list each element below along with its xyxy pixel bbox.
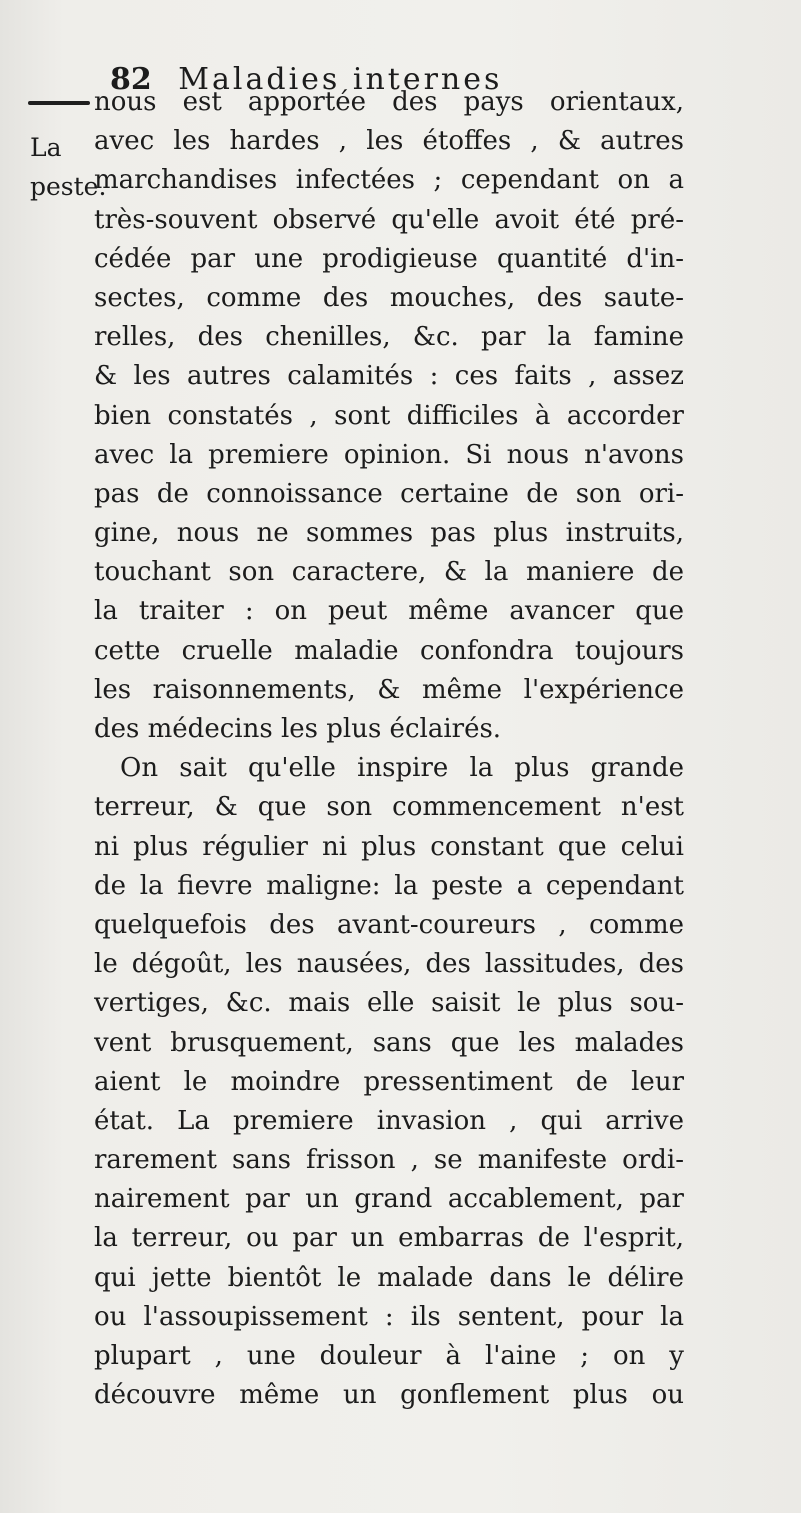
margin-rule: [28, 101, 90, 105]
text-line: sectes, comme des mouches, des saute-: [94, 282, 684, 313]
text-line: gine, nous ne sommes pas plus instruits,: [94, 518, 684, 549]
text-line: cette cruelle maladie confondra toujours: [94, 635, 684, 666]
text-line: marchandises infectées ; cependant on a: [94, 165, 684, 196]
margin-note: [30, 128, 107, 206]
text-line: les raisonnements, & même l'expérience: [94, 674, 684, 705]
text-line: très-souvent observé qu'elle avoit été pré-: [94, 204, 684, 235]
text-line: ni plus régulier ni plus constant que celui: [94, 831, 684, 862]
text-line: état. La premiere invasion , qui arrive: [94, 1105, 684, 1136]
text-line: vertiges, &c. mais elle saisit le plus sou-: [94, 988, 684, 1019]
text-line: relles, des chenilles, &c. par la famine: [94, 322, 684, 353]
text-line: le dégoût, les nausées, des lassitudes, des: [94, 949, 684, 980]
text-line: rarement sans frisson , se manifeste ordi-: [94, 1145, 684, 1176]
running-title: Maladies internes: [178, 62, 503, 97]
text-line: & les autres calamités : ces faits , assez: [94, 361, 684, 392]
text-line: nairement par un grand accablement, par: [94, 1184, 684, 1215]
text-line: découvre même un gonflement plus ou: [94, 1380, 684, 1411]
text-line: cédée par une prodigieuse quantité d'in-: [94, 243, 684, 274]
text-line: nous est apportée des pays orientaux,: [94, 87, 684, 117]
text-line: des médecins les plus éclairés.: [94, 714, 502, 744]
text-line: la terreur, ou par un embarras de l'esprit,: [94, 1223, 684, 1254]
text-line: quelquefois des avant-coureurs , comme: [94, 909, 684, 940]
text-line: ou l'assoupissement : ils sentent, pour la: [94, 1301, 684, 1332]
text-line: touchant son caractere, & la maniere de: [94, 557, 684, 588]
text-line: qui jette bientôt le malade dans le délire: [94, 1262, 684, 1293]
text-line: la traiter : on peut même avancer que: [94, 596, 684, 627]
text-line: terreur, & que son commencement n'est: [94, 792, 684, 823]
page-number: 82: [110, 62, 152, 97]
text-line: On sait qu'elle inspire la plus grande: [120, 753, 684, 784]
text-line: avec les hardes , les étoffes , & autres: [94, 126, 684, 157]
text-line: pas de connoissance certaine de son ori-: [94, 478, 684, 509]
text-line: avec la premiere opinion. Si nous n'avons: [94, 439, 684, 470]
text-line: bien constatés , sont difficiles à accorder: [94, 400, 684, 431]
margin-note-line: peste.: [30, 172, 107, 201]
body-text: [94, 83, 684, 1415]
text-line: vent brusquement, sans que les malades: [94, 1027, 684, 1058]
text-line: plupart , une douleur à l'aine ; on y: [94, 1341, 684, 1371]
text-line: de la fievre maligne: la peste a cependant: [94, 870, 684, 901]
text-line: aient le moindre pressentiment de leur: [94, 1066, 684, 1097]
margin-note-line: La: [30, 133, 62, 162]
